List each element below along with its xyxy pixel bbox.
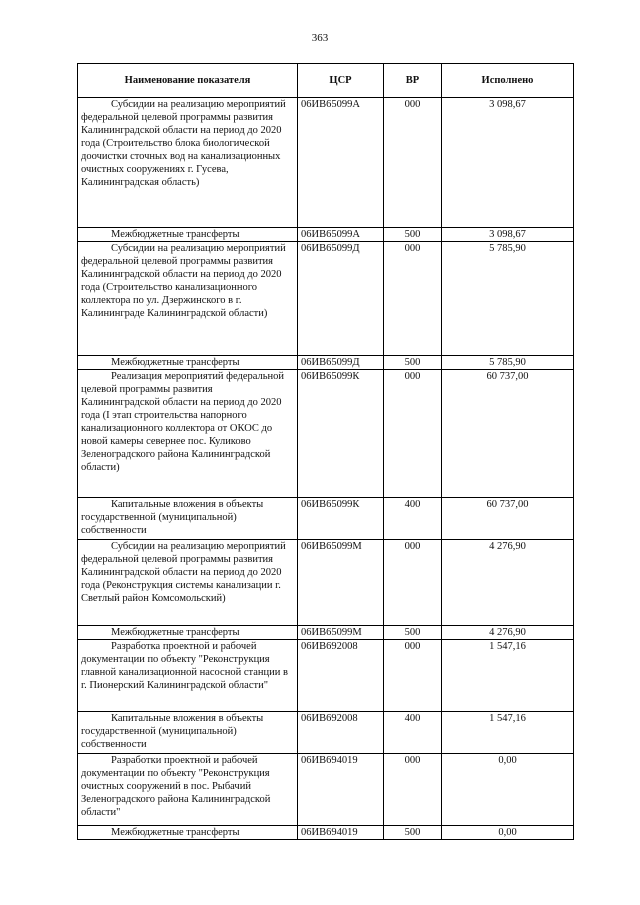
row-csr: 06ИВ65099М (298, 626, 384, 640)
header-name: Наименование показателя (78, 64, 298, 98)
row-csr: 06ИВ65099Д (298, 242, 384, 356)
row-vr: 500 (384, 228, 442, 242)
row-name: Межбюджетные трансферты (78, 826, 298, 840)
row-csr: 06ИВ65099К (298, 370, 384, 498)
row-csr: 06ИВ65099А (298, 228, 384, 242)
row-name: Субсидии на реализацию мероприятий федеральной целевой программы развития Калининградской области на период до 2020 года (Строительство блока биологической доочистки сточных вод на канализационных очистных сооружениях г. Гусева, Калининградская область) (78, 98, 298, 228)
row-name: Капитальные вложения в объекты государственной (муниципальной) собственности (78, 498, 298, 540)
row-name: Разработки проектной и рабочей документации по объекту "Реконструкция очистных сооружений в пос. Рыбачий Зеленоградского района Калининградской области" (78, 754, 298, 826)
row-name: Реализация мероприятий федеральной целевой программы развития Калининградской области на период до 2020 года (I этап строительства напорного канализационного коллектора от ОКОС до новой камеры севернее пос. Куликово Зеленоградского района Калининградской области) (78, 370, 298, 498)
row-amount: 0,00 (442, 826, 574, 840)
table-header-row (78, 64, 574, 98)
table-row (78, 640, 574, 712)
row-csr: 06ИВ65099А (298, 98, 384, 228)
row-amount: 0,00 (442, 754, 574, 826)
row-vr: 000 (384, 640, 442, 712)
row-vr: 400 (384, 498, 442, 540)
row-vr: 000 (384, 370, 442, 498)
table-row (78, 754, 574, 826)
row-vr: 500 (384, 356, 442, 370)
row-amount: 4 276,90 (442, 540, 574, 626)
row-amount: 3 098,67 (442, 228, 574, 242)
row-amount: 60 737,00 (442, 370, 574, 498)
row-csr: 06ИВ694019 (298, 826, 384, 840)
row-amount: 4 276,90 (442, 626, 574, 640)
page-number: 363 (311, 32, 329, 44)
table-row (78, 356, 574, 370)
row-name: Межбюджетные трансферты (78, 228, 298, 242)
row-csr: 06ИВ65099К (298, 498, 384, 540)
row-name: Межбюджетные трансферты (78, 626, 298, 640)
row-csr: 06ИВ694019 (298, 754, 384, 826)
row-csr: 06ИВ692008 (298, 640, 384, 712)
row-vr: 000 (384, 754, 442, 826)
row-amount: 1 547,16 (442, 640, 574, 712)
header-amount: Исполнено (442, 64, 574, 98)
row-amount: 60 737,00 (442, 498, 574, 540)
row-name: Капитальные вложения в объекты государственной (муниципальной) собственности (78, 712, 298, 754)
row-amount: 5 785,90 (442, 356, 574, 370)
row-vr: 000 (384, 98, 442, 228)
budget-table (77, 63, 574, 840)
row-name: Разработка проектной и рабочей документации по объекту "Реконструкция главной канализационной насосной станции в г. Пионерский Калининградской области" (78, 640, 298, 712)
table-row (78, 370, 574, 498)
row-vr: 000 (384, 242, 442, 356)
table-row (78, 498, 574, 540)
row-vr: 400 (384, 712, 442, 754)
table-row (78, 826, 574, 840)
row-amount: 5 785,90 (442, 242, 574, 356)
table-row (78, 228, 574, 242)
table-row (78, 242, 574, 356)
row-name: Межбюджетные трансферты (78, 356, 298, 370)
table-row (78, 712, 574, 754)
row-csr: 06ИВ65099Д (298, 356, 384, 370)
table-row (78, 98, 574, 228)
table-row (78, 626, 574, 640)
row-amount: 1 547,16 (442, 712, 574, 754)
row-vr: 000 (384, 540, 442, 626)
row-name: Субсидии на реализацию мероприятий федеральной целевой программы развития Калининградской области на период до 2020 года (Строительство канализационного коллектора по ул. Дзержинского в г. Калининграде Калининградской области) (78, 242, 298, 356)
table-row (78, 540, 574, 626)
header-csr: ЦСР (298, 64, 384, 98)
row-amount: 3 098,67 (442, 98, 574, 228)
row-csr: 06ИВ65099М (298, 540, 384, 626)
row-csr: 06ИВ692008 (298, 712, 384, 754)
header-vr: ВР (384, 64, 442, 98)
row-vr: 500 (384, 826, 442, 840)
row-vr: 500 (384, 626, 442, 640)
row-name: Субсидии на реализацию мероприятий федеральной целевой программы развития Калининградской области на период до 2020 года (Реконструкция системы канализации г. Светлый район Комсомольский) (78, 540, 298, 626)
